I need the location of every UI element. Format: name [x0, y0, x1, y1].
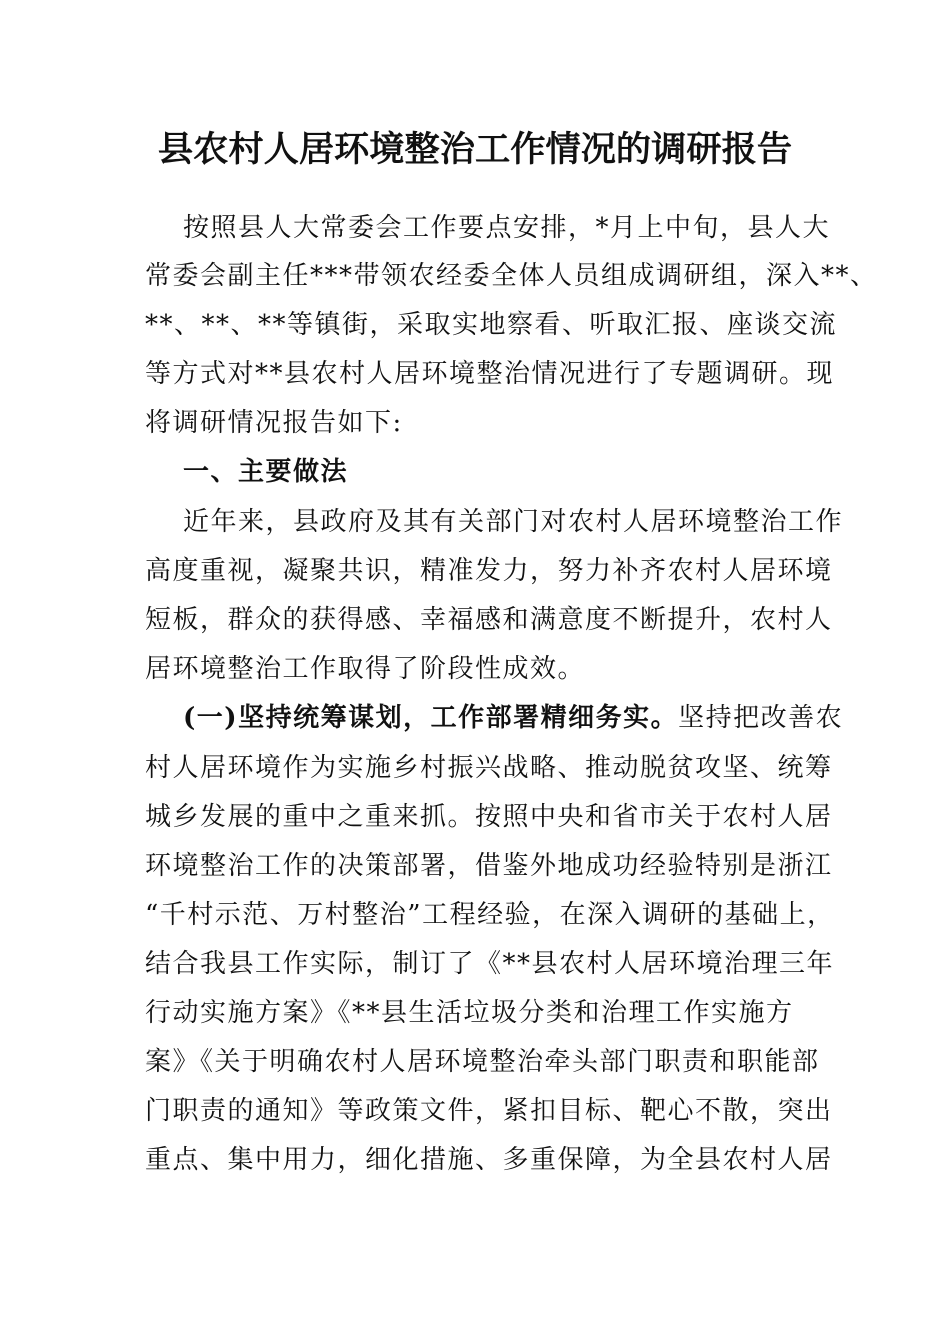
subsection-heading: (一)坚持统筹谋划，工作部署精细务实。	[183, 703, 679, 733]
section-heading: 一、主要做法	[183, 457, 349, 487]
document-title: 县农村人居环境整治工作情况的调研报告	[157, 129, 793, 170]
paragraph-line: 城乡发展的重中之重来抓。按照中央和省市关于农村人居	[145, 802, 833, 832]
paragraph-line: **、**、**等镇街，采取实地察看、听取汇报、座谈交流	[145, 310, 838, 340]
paragraph-line: 案》《关于明确农村人居环境整治牵头部门职责和职能部	[145, 1047, 820, 1077]
paragraph-line: 居环境整治工作取得了阶段性成效。	[145, 654, 586, 684]
paragraph-line: 行动实施方案》《**县生活垃圾分类和治理工作实施方	[145, 998, 794, 1028]
paragraph-line: 环境整治工作的决策部署，借鉴外地成功经验特别是浙江	[145, 851, 833, 881]
paragraph-line: “千村示范、万村整治”工程经验，在深入调研的基础上，	[145, 900, 835, 930]
paragraph-line: 常委会副主任***带领农经委全体人员组成调研组，深入**、	[145, 261, 878, 291]
subsection-first-line	[183, 698, 843, 738]
paragraph-line: 将调研情况报告如下:	[145, 408, 403, 438]
paragraph-line: 短板，群众的获得感、幸福感和满意度不断提升，农村人	[145, 605, 833, 635]
paragraph-line: 等方式对**县农村人居环境整治情况进行了专题调研。现	[145, 359, 835, 389]
paragraph-line: 结合我县工作实际，制订了《**县农村人居环境治理三年	[145, 949, 835, 979]
paragraph-line: 重点、集中用力，细化措施、多重保障，为全县农村人居	[145, 1145, 833, 1175]
subsection-text: 坚持把改善农	[678, 703, 844, 733]
paragraph-line: 近年来，县政府及其有关部门对农村人居环境整治工作	[183, 507, 844, 537]
paragraph-line: 高度重视，凝聚共识，精准发力，努力补齐农村人居环境	[145, 556, 833, 586]
paragraph-line: 门职责的通知》等政策文件，紧扣目标、靶心不散，突出	[145, 1096, 833, 1126]
paragraph-line: 村人居环境作为实施乡村振兴战略、推动脱贫攻坚、统筹	[145, 753, 833, 783]
paragraph-line: 按照县人大常委会工作要点安排，*月上中旬，县人大	[183, 213, 831, 243]
